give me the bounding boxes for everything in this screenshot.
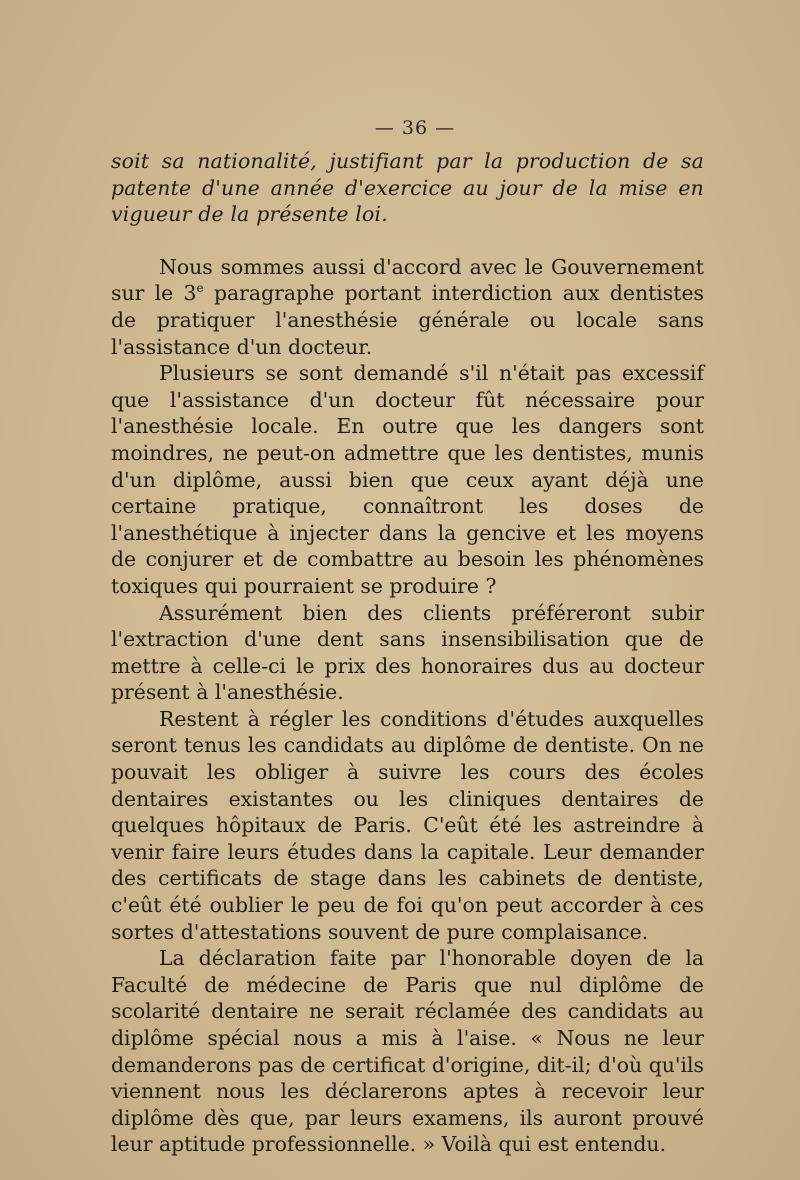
page-number: — 36 — <box>374 117 456 139</box>
intro-paragraph: soit sa nationalité, justifiant par la production de sa patente d'une année d'exercice au jour de la mise en vigueur de la présente loi. <box>111 149 704 227</box>
paragraph-5: La déclaration faite par l'honorable doyen de la Faculté de médecine de Paris que nul diplôme de scolarité dentaire ne serait réclamée des candidats au diplôme spécial nous a mis à l'aise. « Nous ne leur demanderons pas de certificat d'origine, dit-il; d'où qu'ils viennent nous les déclarerons aptes à recevoir leur diplôme dès que, par leurs examens, ils auront prouvé leur aptitude professionnelle. » Voilà qui est entendu. <box>111 946 704 1157</box>
ordinal-superscript: e <box>196 281 204 296</box>
paragraph-1 <box>111 254 704 360</box>
paragraph-1-text: Nous sommes aussi d'accord avec le Gouvernement sur le 3 <box>111 254 704 306</box>
paragraph-4: Restent à régler les conditions d'études auxquelles seront tenus les candidats au diplôme de dentiste. On ne pouvait les obliger à suivre les cours des écoles dentaires existantes ou les cliniques dentaires de quelques hôpitaux de Paris. C'eût été les astreindre à venir faire leurs études dans la capitale. Leur demander des certificats de stage dans les cabinets de dentiste, c'eût été oublier le peu de foi qu'on peut accorder à ces sortes d'attestations souvent de pure complaisance. <box>111 706 704 944</box>
paragraph-3: Assurément bien des clients préféreront subir l'extraction d'une dent sans insensibilisation que de mettre à celle-ci le prix des honoraires dus au docteur présent à l'anesthésie. <box>111 600 704 705</box>
paragraph-2: Plusieurs se sont demandé s'il n'était pas excessif que l'assistance d'un docteur fût nécessaire pour l'anesthésie locale. En outre que les dangers sont moindres, ne peut-on admettre que les dentistes, munis d'un diplôme, aussi bien que ceux ayant déjà une certaine pratique, connaîtront les doses de l'anesthétique à injecter dans la gencive et les moyens de conjurer et de combattre au besoin les phénomènes toxiques qui pourraient se produire ? <box>111 361 704 598</box>
paragraph-1-text-cont: paragraphe portant interdiction aux dentistes de pratiquer l'anesthésie générale ou locale sans l'assistance d'un docteur. <box>111 281 704 359</box>
body-text <box>111 148 704 1158</box>
